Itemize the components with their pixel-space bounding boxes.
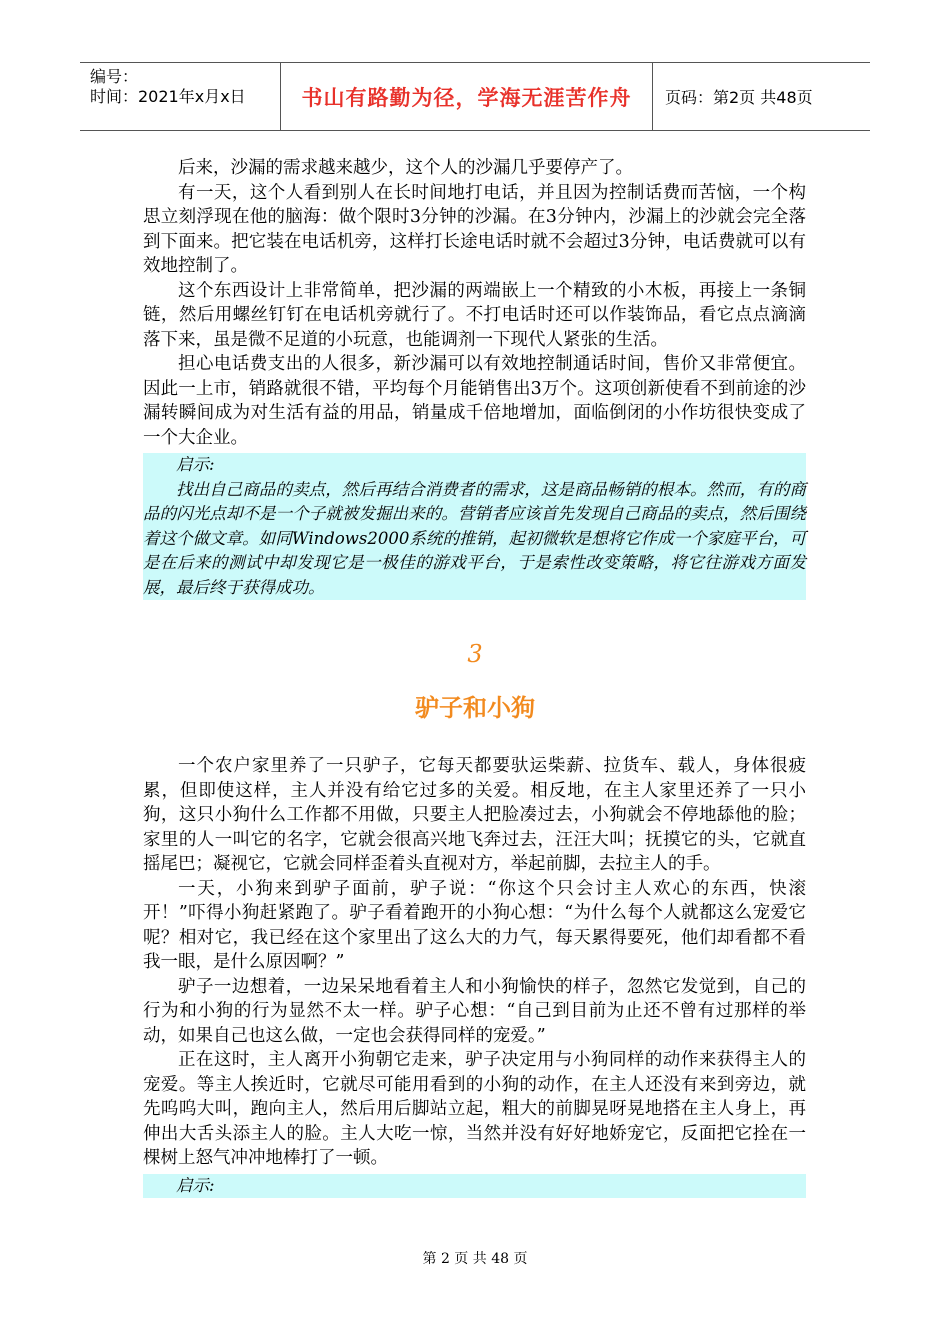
paragraph: 正在这时，主人离开小狗朝它走来，驴子决定用与小狗同样的动作来获得主人的宠爱。等主人挨近时，它就尽可能用看到的小狗的动作，在主人还没有来到旁边，就先呜呜大叫，跑向主人，然后用后脚站立起，粗大的前脚晃呀晃地搭在主人身上，再伸出大舌头添主人的脸。主人大吃一惊，当然并没有好好地娇宠它，反面把它拴在一棵树上怒气冲冲地棒打了一顿。 xyxy=(143,1050,806,1168)
page-header xyxy=(80,62,870,131)
paragraph: 一天，小狗来到驴子面前，驴子说：“你这个只会讨主人欢心的东西，快滚开！”吓得小狗赶紧跑了。驴子看着跑开的小狗心想：“为什么每个人就都这么宠爱它呢？相对它，我已经在这个家里出了这么大的力气，每天累得要死，他们却看都不看我一眼，是什么原因啊？” xyxy=(143,878,806,972)
hint-label: 启示: xyxy=(176,1175,215,1195)
paragraph: 担心电话费支出的人很多，新沙漏可以有效地控制通话时间，售价又非常便宜。因此一上市，销路就很不错，平均每个月能销售出3万个。这项创新使看不到前途的沙漏转瞬间成为对生活有益的用品，销量成千倍地增加，面临倒闭的小作坊很快变成了一个大企业。 xyxy=(143,354,806,448)
section-donkey-dog xyxy=(143,754,806,1198)
paragraph: 这个东西设计上非常简单，把沙漏的两端嵌上一个精致的小木板，再接上一条铜链，然后用螺丝钉钉在电话机旁就行了。不打电话时还可以作装饰品，看它点点滴滴落下来，虽是微不足道的小玩意，也能调剂一下现代人紧张的生活。 xyxy=(143,280,806,350)
serial-label: 编号： xyxy=(90,67,139,86)
page-footer: 第 2 页 共 48 页 xyxy=(422,1251,528,1267)
header-meta xyxy=(80,63,281,130)
paragraph: 后来，沙漏的需求越来越少，这个人的沙漏几乎要停产了。 xyxy=(178,158,633,178)
time-label: 时间：2021年x月x日 xyxy=(90,87,246,106)
hint-box xyxy=(143,1174,806,1199)
header-motto: 书山有路勤为径，学海无涯苦作舟 xyxy=(281,63,653,130)
section-sandglass xyxy=(143,156,806,600)
hint-label: 启示: xyxy=(176,455,215,474)
hint-text: 找出自己商品的卖点，然后再结合消费者的需求，这是商品畅销的根本。然而，有的商品的闪光点却不是一个子就被发掘出来的。营销者应该首先发现自己商品的卖点，然后围绕着这个做文章。如同Windows2000系统的推销，起初微软是想将它作成一个家庭平台，可是在后来的测试中却发现它是一极佳的游戏平台，于是索性改变策略，将它往游戏方面发展，最后终于获得成功。 xyxy=(143,479,806,597)
header-page-info: 页码：第2页 共48页 xyxy=(665,88,813,107)
paragraph: 有一天，这个人看到别人在长时间地打电话，并且因为控制话费而苦恼，一个构思立刻浮现在他的脑海：做个限时3分钟的沙漏。在3分钟内，沙漏上的沙就会完全落到下面来。把它装在电话机旁，这样打长途电话时就不会超过3分钟，电话费就可以有效地控制了。 xyxy=(143,182,806,276)
paragraph: 驴子一边想着，一边呆呆地看着主人和小狗愉快的样子，忽然它发觉到，自己的行为和小狗的行为显然不太一样。驴子心想：“自己到目前为止还不曾有过那样的举动，如果自己也这么做，一定也会获得同样的宠爱。” xyxy=(143,976,806,1046)
section-title: 驴子和小狗 xyxy=(415,694,535,722)
hint-box xyxy=(143,453,806,600)
paragraph: 一个农户家里养了一只驴子，它每天都要驮运柴薪、拉货车、载人，身体很疲累，但即使这样，主人并没有给它过多的关爱。相反地，在主人家里还养了一只小狗，这只小狗什么工作都不用做，只要主人把脸凑过去，小狗就会不停地舔他的脸；家里的人一叫它的名字，它就会很高兴地飞奔过去，汪汪大叫；抚摸它的头，它就直摇尾巴；凝视它，它就会同样歪着头直视对方，举起前脚，去拉主人的手。 xyxy=(143,756,806,874)
section-number: 3 xyxy=(467,640,483,668)
